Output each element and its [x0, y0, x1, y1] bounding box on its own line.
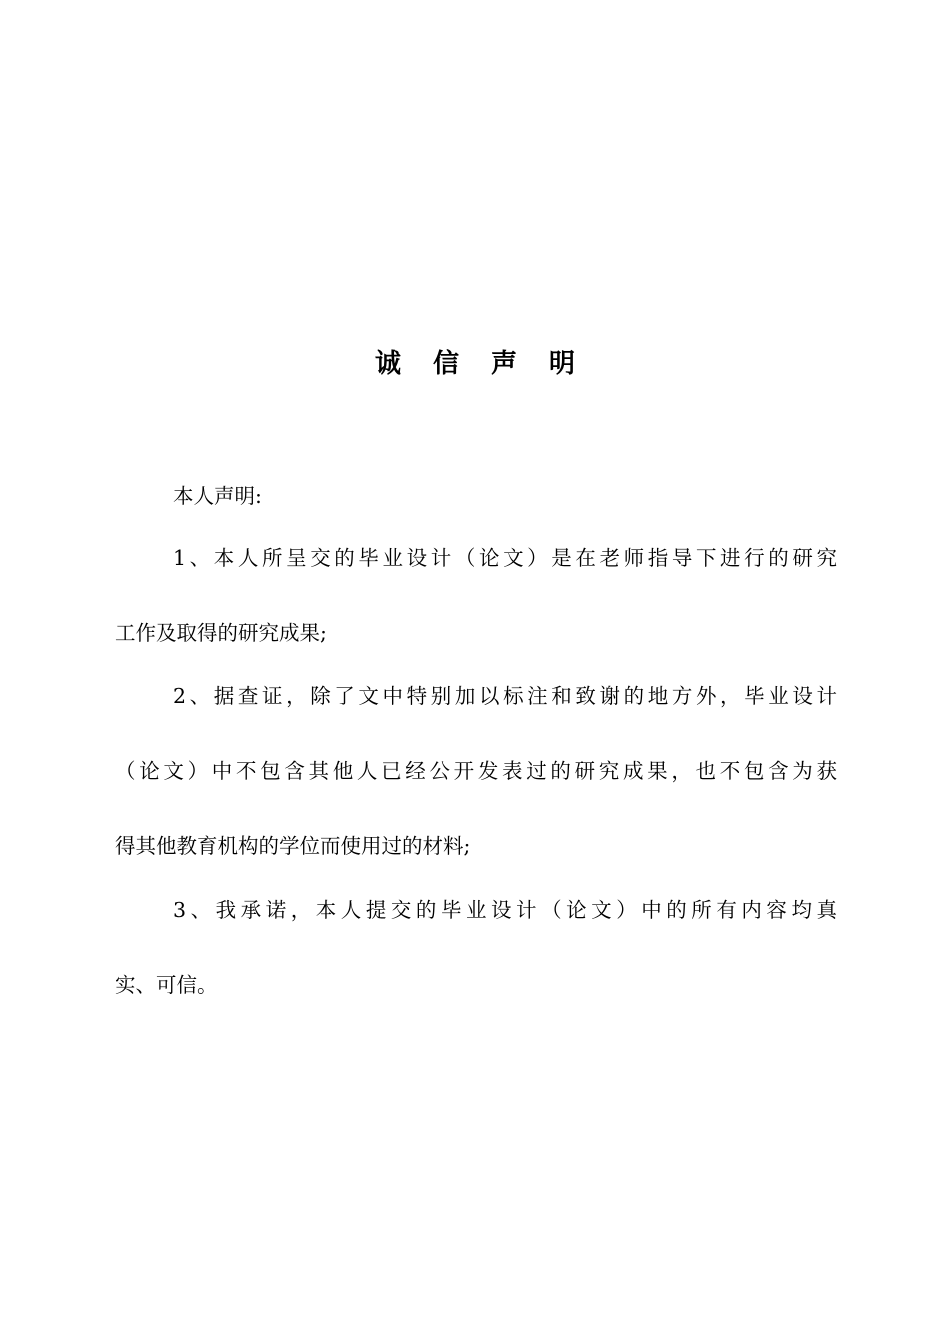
declaration-intro: 本人声明: [173, 484, 262, 508]
item-1-line-1: 1、本人所呈交的毕业设计（论文）是在老师指导下进行的研究 [173, 546, 837, 570]
item-2-line-2: （论文）中不包含其他人已经公开发表过的研究成果，也不包含为获 [115, 759, 837, 783]
item-2-line-3: 得其他教育机构的学位而使用过的材料; [115, 834, 471, 858]
item-3-line-1: 3、我承诺，本人提交的毕业设计（论文）中的所有内容均真 [173, 898, 837, 922]
item-2-line-1: 2、据查证，除了文中特别加以标注和致谢的地方外，毕业设计 [173, 684, 837, 708]
item-3-line-2: 实、可信。 [115, 973, 218, 997]
item-1-line-2: 工作及取得的研究成果; [115, 621, 327, 645]
page-title: 诚信声明 [374, 349, 607, 379]
